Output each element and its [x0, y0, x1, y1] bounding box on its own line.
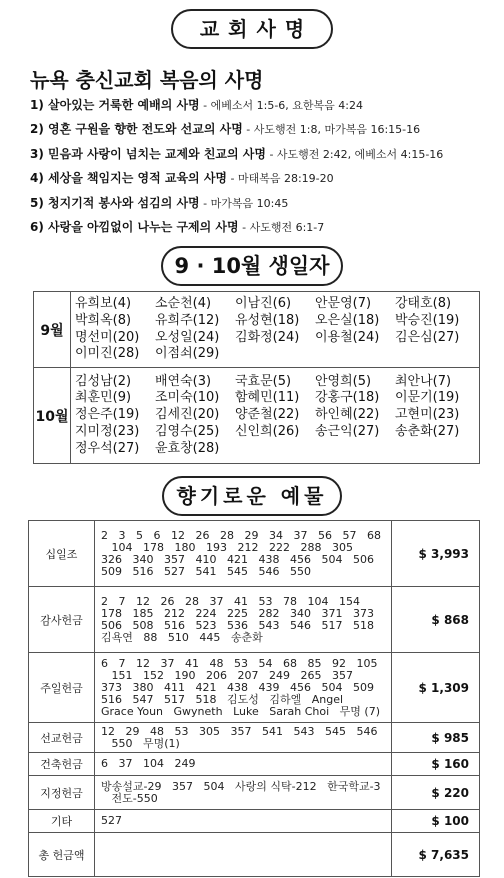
birthday-name: 송근익(27)	[315, 423, 380, 439]
offering-donor-number: 545	[227, 564, 248, 578]
offering-row	[29, 723, 480, 753]
offering-donor-number: 373	[353, 606, 374, 620]
offering-donor-number: 전도-550	[111, 791, 158, 805]
offering-donor-number: 6	[153, 528, 161, 542]
offering-donor-number: 545	[325, 724, 346, 738]
offering-donor-number: 사랑의 식탁-212	[234, 779, 317, 793]
birthday-name: 유희보(4)	[75, 295, 132, 311]
offering-amount: $ 985	[392, 723, 480, 753]
mission-item-ref: - 에베소서 1:5-6, 요한복음 4:24	[199, 99, 363, 112]
offering-donor-number: 105	[356, 656, 378, 670]
offering-category: 십일조	[29, 521, 95, 587]
birthday-name: 신인희(26)	[235, 423, 300, 439]
offering-row	[29, 521, 480, 587]
offering-donor-number: 26	[160, 594, 175, 608]
offering-donor-number: 104	[307, 594, 329, 608]
offering-donor-number: Sarah Choi	[269, 704, 330, 718]
birthday-name: 이미진(28)	[75, 346, 140, 362]
offering-donor-number: 546	[258, 564, 280, 578]
offering-donor-number: 2	[101, 528, 108, 542]
offering-donor-number: 48	[150, 724, 164, 738]
birthday-name: 이점쇠(29)	[155, 346, 220, 362]
offering-amount: $ 220	[392, 776, 480, 810]
offering-donor-numbers	[95, 587, 392, 653]
offering-donor-number: 154	[339, 594, 360, 608]
offering-donor-number: 288	[300, 540, 322, 554]
birthday-name: 이용철(24)	[315, 329, 380, 345]
offering-amount: $ 160	[392, 753, 480, 776]
offering-donor-number: 12	[136, 656, 150, 670]
offering-donor-number: 212	[164, 606, 185, 620]
offering-donor-number: 517	[321, 618, 343, 632]
offering-donor-number: 28	[185, 594, 199, 608]
offering-donor-number: 456	[290, 680, 311, 694]
offering-donor-number: 527	[101, 814, 122, 827]
offering-donor-number: 282	[258, 606, 280, 620]
offering-donor-number: 550	[290, 564, 311, 578]
offering-table	[28, 520, 480, 877]
birthday-name: 오성일(24)	[155, 329, 220, 345]
offering-donor-number: 12	[101, 724, 115, 738]
birthday-name: 정우석(27)	[75, 440, 140, 456]
offering-donor-number: 68	[367, 528, 381, 542]
offering-donor-number: 546	[290, 618, 311, 632]
birthday-name: 김은심(27)	[395, 329, 460, 345]
birthday-month-label: 9월	[34, 292, 71, 368]
birthday-name: 정은주(19)	[75, 407, 140, 423]
offering-donor-number: 305	[199, 724, 220, 738]
birthday-name: 이문기(19)	[395, 390, 460, 406]
offering-donor-number: 6	[101, 757, 108, 770]
offering-donor-number: 373	[101, 680, 122, 694]
offering-row	[29, 776, 480, 810]
offering-donor-number: 212	[237, 540, 259, 554]
offering-section-header: 향기로운 예물	[162, 476, 342, 516]
offering-donor-number: 68	[283, 656, 297, 670]
offering-donor-number: 305	[332, 540, 353, 554]
birthday-month-label: 10월	[34, 368, 71, 464]
offering-donor-number: 206	[206, 668, 227, 682]
offering-donor-number: Angel	[311, 692, 344, 706]
offering-row	[29, 833, 480, 877]
offering-donor-number: 438	[258, 552, 280, 566]
birthday-section-header: 9 · 10월 생일자	[161, 246, 343, 286]
offering-donor-number: 41	[234, 594, 248, 608]
mission-item-text: 2) 영혼 구원을 향한 전도와 선교의 사명	[30, 122, 243, 137]
mission-item-ref: - 사도행전 1:8, 마가복음 16:15-16	[242, 123, 421, 137]
offering-donor-number: 340	[290, 606, 311, 620]
offering-donor-number: 547	[132, 692, 154, 706]
mission-item	[30, 145, 500, 169]
offering-donor-number: 29	[125, 724, 140, 738]
offering-donor-number: 한국학교-3	[327, 779, 381, 793]
offering-donor-number: 543	[258, 618, 280, 632]
birthday-name: 김세진(20)	[155, 407, 220, 423]
offering-donor-number: 225	[227, 606, 248, 620]
offering-donor-number: 26	[195, 528, 210, 542]
offering-row	[29, 587, 480, 653]
mission-item	[30, 120, 500, 144]
offering-donor-number: 3	[118, 528, 126, 542]
offering-donor-numbers	[95, 776, 392, 810]
birthday-month-row	[34, 292, 480, 368]
birthday-name: 강홍구(18)	[315, 390, 380, 406]
offering-amount: $ 3,993	[392, 521, 480, 587]
offering-category: 건축헌금	[29, 753, 95, 776]
birthday-name: 최훈민(9)	[75, 390, 132, 406]
offering-donor-number: 김욕연	[101, 630, 133, 644]
mission-item-ref: - 사도행전 2:42, 에베소서 4:15-16	[265, 147, 444, 161]
offering-donor-number: 550	[111, 736, 133, 750]
offering-donor-number: 357	[171, 779, 193, 793]
offering-donor-number: 518	[195, 692, 217, 706]
mission-item-ref: - 마태복음 28:19-20	[227, 172, 334, 186]
birthday-name: 박승진(19)	[395, 312, 460, 328]
birthday-name: 국효문(5)	[235, 373, 292, 389]
birthday-name: 소순천(4)	[155, 295, 212, 311]
offering-donor-number: 37	[209, 594, 224, 608]
offering-donor-number: 357	[332, 668, 353, 682]
offering-donor-number: 178	[101, 606, 122, 620]
mission-list	[30, 96, 500, 242]
offering-donor-number: 104	[111, 540, 133, 554]
offering-donor-number: 504	[321, 552, 343, 566]
offering-donor-number: 7	[118, 656, 126, 670]
offering-donor-number: 37	[293, 528, 308, 542]
birthday-name: 김영수(25)	[155, 423, 220, 439]
offering-donor-number: 152	[143, 668, 164, 682]
offering-donor-number: 151	[111, 668, 133, 682]
offering-donor-number: 송춘화	[230, 630, 263, 644]
offering-row	[29, 653, 480, 723]
offering-donor-number: 김하엘	[269, 692, 302, 706]
birthday-name: 배연숙(3)	[155, 373, 212, 389]
offering-donor-number: 543	[293, 724, 315, 738]
offering-donor-number: 12	[171, 528, 185, 542]
offering-donor-number: 410	[195, 552, 217, 566]
birthday-table	[33, 291, 480, 464]
offering-donor-number: 326	[101, 552, 122, 566]
offering-donor-number: 37	[160, 656, 175, 670]
mission-item	[30, 169, 500, 193]
offering-category: 총 헌금액	[29, 833, 95, 877]
offering-category: 감사헌금	[29, 587, 95, 653]
birthday-name: 송춘화(27)	[395, 423, 460, 439]
mission-item-text: 4) 세상을 책임지는 영적 교육의 사명	[30, 171, 228, 186]
offering-donor-number: Luke	[233, 704, 259, 718]
offering-donor-number: 516	[164, 618, 185, 632]
offering-donor-numbers	[95, 653, 392, 723]
offering-donor-number: 222	[269, 540, 290, 554]
offering-donor-number: 224	[195, 606, 217, 620]
offering-donor-number: 249	[269, 668, 290, 682]
offering-donor-number: 380	[132, 680, 154, 694]
offering-donor-numbers	[95, 521, 392, 587]
mission-title: 뉴욕 충신교회 복음의 사명	[30, 68, 264, 92]
offering-donor-number: 207	[237, 668, 259, 682]
offering-category: 지정헌금	[29, 776, 95, 810]
offering-donor-number: 6	[101, 656, 108, 670]
offering-amount: $ 1,309	[392, 653, 480, 723]
offering-donor-number: 57	[342, 528, 357, 542]
offering-donor-number: 190	[174, 668, 196, 682]
offering-donor-number: 445	[199, 630, 221, 644]
offering-donor-number: 85	[307, 656, 322, 670]
offering-donor-number: 방송설교-29	[101, 779, 162, 793]
birthday-name: 오은실(18)	[315, 312, 380, 328]
offering-amount: $ 100	[392, 810, 480, 833]
offering-donor-number: 516	[132, 564, 154, 578]
offering-category: 선교헌금	[29, 723, 95, 753]
offering-donor-number: 104	[143, 757, 164, 770]
offering-donor-number: 37	[118, 757, 133, 770]
birthday-name: 하인혜(22)	[315, 407, 380, 423]
offering-donor-number: 438	[227, 680, 248, 694]
offering-donor-number: 53	[234, 656, 248, 670]
offering-donor-number: Gwyneth	[173, 704, 223, 718]
birthday-name: 최안나(7)	[395, 373, 452, 389]
offering-donor-number: 193	[206, 540, 227, 554]
offering-donor-number: 54	[258, 656, 273, 670]
birthday-name: 지미정(23)	[75, 423, 140, 439]
offering-row	[29, 753, 480, 776]
offering-donor-number: 무명(1)	[143, 736, 180, 750]
mission-section-header: 교회사명	[171, 9, 333, 49]
offering-donor-number: 541	[262, 724, 283, 738]
birthday-name: 김화정(24)	[235, 329, 300, 345]
offering-donor-number: 536	[227, 618, 248, 632]
offering-donor-number: 29	[244, 528, 259, 542]
birthday-name: 이남진(6)	[235, 295, 292, 311]
offering-donor-number: 508	[132, 618, 154, 632]
birthday-names-grid	[75, 296, 475, 363]
mission-item	[30, 194, 500, 218]
offering-donor-number: 12	[136, 594, 150, 608]
offering-donor-number: 178	[143, 540, 164, 554]
birthday-name: 안문영(7)	[315, 295, 372, 311]
offering-donor-number: 509	[353, 680, 374, 694]
offering-category: 기타	[29, 810, 95, 833]
birthday-name: 강태호(8)	[395, 295, 452, 311]
offering-donor-number: 518	[353, 618, 374, 632]
offering-donor-number: 5	[136, 528, 143, 542]
offering-donor-number: 92	[332, 656, 346, 670]
birthday-name: 양준철(22)	[235, 407, 300, 423]
offering-donor-number: 53	[258, 594, 273, 608]
offering-amount: $ 7,635	[392, 833, 480, 877]
offering-donor-number: 506	[101, 618, 122, 632]
offering-donor-number: 371	[321, 606, 343, 620]
birthday-name: 고현미(23)	[395, 407, 460, 423]
offering-donor-number: 340	[132, 552, 154, 566]
offering-donor-number: 357	[164, 552, 185, 566]
offering-donor-numbers	[95, 753, 392, 776]
mission-item-text: 5) 청지기적 봉사와 섬김의 사명	[30, 195, 200, 210]
offering-donor-number: 510	[167, 630, 189, 644]
offering-donor-numbers	[95, 723, 392, 753]
mission-item-text: 3) 믿음과 사랑이 넘치는 교제와 친교의 사명	[30, 146, 266, 161]
offering-donor-number: 411	[164, 680, 185, 694]
offering-donor-number: 88	[143, 630, 158, 644]
offering-donor-number: 28	[220, 528, 234, 542]
birthday-name: 안영희(5)	[315, 373, 372, 389]
mission-item-text: 1) 살아있는 거룩한 예배의 사명	[30, 98, 200, 112]
offering-amount: $ 868	[392, 587, 480, 653]
offering-donor-number: 53	[174, 724, 189, 738]
mission-item-ref: - 사도행전 6:1-7	[238, 220, 325, 234]
offering-donor-number: Grace Youn	[101, 704, 164, 718]
offering-donor-number: 439	[258, 680, 280, 694]
offering-donor-number: 무명 (7)	[339, 704, 380, 718]
offering-donor-number: 421	[195, 680, 217, 694]
offering-donor-number: 7	[118, 594, 126, 608]
offering-donor-number: 56	[318, 528, 332, 542]
offering-donor-number: 2	[101, 594, 108, 608]
birthday-name: 윤효창(28)	[155, 440, 220, 456]
offering-donor-number: 78	[283, 594, 297, 608]
birthday-name: 조미숙(10)	[155, 390, 220, 406]
offering-donor-number: 34	[269, 528, 283, 542]
offering-donor-number: 357	[230, 724, 252, 738]
birthday-name: 명선미(20)	[75, 329, 140, 345]
offering-donor-number: 265	[300, 668, 322, 682]
birthday-name: 유희주(12)	[155, 312, 220, 328]
offering-donor-number: 456	[290, 552, 311, 566]
offering-donor-number: 249	[174, 757, 196, 770]
birthday-name: 유성현(18)	[235, 312, 300, 328]
offering-donor-number: 523	[195, 618, 217, 632]
offering-donor-number: 509	[101, 564, 122, 578]
offering-category: 주일헌금	[29, 653, 95, 723]
offering-donor-number: 506	[353, 552, 374, 566]
mission-item-ref: - 마가복음 10:45	[199, 196, 289, 210]
birthday-name: 김성남(2)	[75, 373, 132, 389]
offering-donor-numbers	[95, 810, 392, 833]
offering-donor-number: 185	[132, 606, 154, 620]
offering-donor-number: 48	[209, 656, 224, 670]
offering-donor-number: 180	[174, 540, 196, 554]
mission-item-text: 6) 사랑을 아낌없이 나누는 구제의 사명	[30, 219, 239, 234]
offering-donor-number: 421	[227, 552, 248, 566]
birthday-name: 박희옥(8)	[75, 312, 132, 328]
offering-donor-numbers	[95, 833, 392, 877]
offering-donor-number: 516	[101, 692, 122, 706]
offering-donor-number: 김도성	[227, 692, 259, 706]
offering-donor-number: 504	[321, 680, 343, 694]
offering-donor-number: 504	[203, 779, 225, 793]
offering-donor-number: 41	[185, 656, 199, 670]
offering-donor-number: 527	[164, 564, 185, 578]
birthday-month-row	[34, 368, 480, 464]
birthday-names-grid	[75, 374, 475, 458]
offering-donor-number: 517	[164, 692, 185, 706]
birthday-name: 함혜민(11)	[235, 390, 300, 406]
offering-row	[29, 810, 480, 833]
offering-donor-number: 541	[195, 564, 217, 578]
offering-donor-number: 546	[356, 724, 378, 738]
mission-item	[30, 96, 500, 120]
mission-item	[30, 218, 500, 242]
